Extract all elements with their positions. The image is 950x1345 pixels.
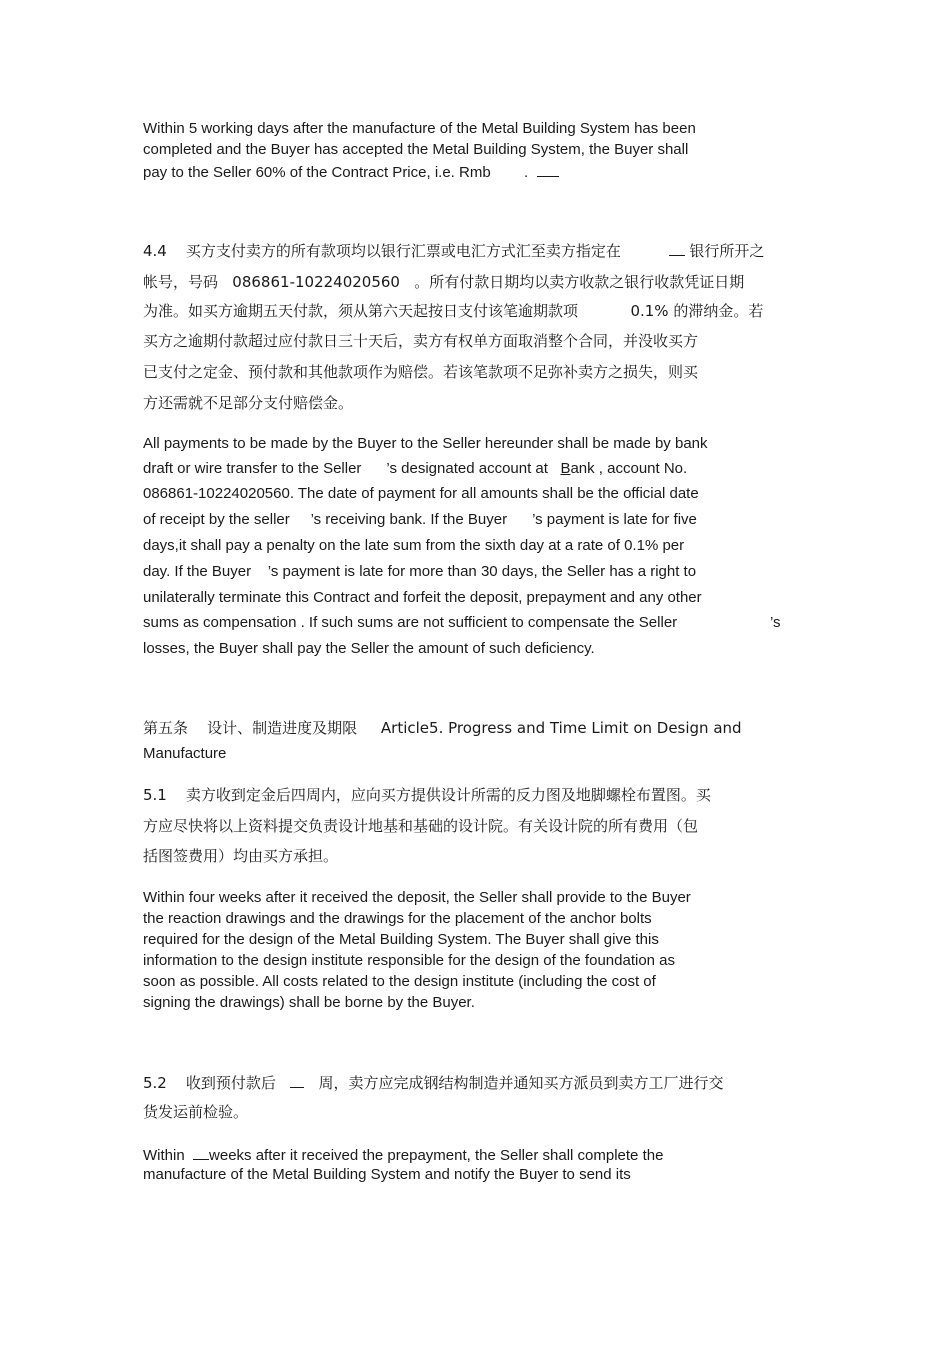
text-line — [143, 460, 687, 478]
text-span: Within — [143, 1147, 194, 1164]
text-span: pay to the Seller 60% of the Contract Price, i.e. Rmb . — [143, 164, 537, 181]
section-heading: 第五条 设计、制造进度及期限 Article5. Progress and Time Limit on Design and — [143, 719, 742, 737]
text-line: the reaction drawings and the drawings for the placement of the anchor bolts — [143, 910, 652, 927]
text-line: completed and the Buyer has accepted the Metal Building System, the Buyer shall — [143, 141, 689, 158]
blank-field — [193, 1145, 209, 1160]
text-line: 为准。如买方逾期五天付款，须从第六天起按日支付该笔逾期款项 0.1% 的滞纳金。若 — [143, 302, 764, 320]
text-span: B — [560, 460, 571, 477]
section-heading: Manufacture — [143, 745, 227, 762]
text-line: 方还需就不足部分支付赔偿金。 — [143, 394, 354, 412]
text-line: soon as possible. All costs related to the design institute (including the cost of — [143, 973, 656, 990]
text-span: ank , account No. — [570, 460, 688, 477]
text-line: signing the drawings) shall be borne by the Buyer. — [143, 994, 475, 1011]
text-line: information to the design institute responsible for the design of the foundation as — [143, 952, 676, 969]
text-line: 括图签费用）均由买方承担。 — [143, 847, 339, 865]
text-line: sums as compensation . If such sums are not sufficient to compensate the Seller — [143, 614, 678, 631]
text-line: 帐号，号码 086861-10224020560 。所有付款日期均以卖方收款之银行收款凭证日期 — [143, 273, 745, 291]
text-line: required for the design of the Metal Building System. The Buyer shall give this — [143, 931, 659, 948]
text-line: Within 5 working days after the manufacture of the Metal Building System has been — [143, 120, 696, 137]
blank-field — [290, 1073, 304, 1088]
text-line: 买方之逾期付款超过应付款日三十天后，卖方有权单方面取消整个合同，并没收买方 — [143, 332, 699, 350]
text-line: unilaterally terminate this Contract and forfeit the deposit, prepayment and any other — [143, 589, 702, 606]
text-span: 银行所开之 — [684, 242, 765, 260]
text-span: 周，卖方应完成钢结构制造并通知买方派员到卖方工厂进行交 — [304, 1074, 724, 1092]
text-line — [143, 162, 559, 182]
text-span: 4.4 买方支付卖方的所有款项均以银行汇票或电汇方式汇至卖方指定在 — [143, 242, 669, 260]
text-line: of receipt by the seller ’s receiving bank. If the Buyer ’s payment is late for five — [143, 511, 697, 528]
text-line: losses, the Buyer shall pay the Seller the amount of such deficiency. — [143, 640, 595, 657]
text-line — [143, 1073, 724, 1092]
text-line: 方应尽快将以上资料提交负责设计地基和基础的设计院。有关设计院的所有费用（包 — [143, 817, 699, 835]
text-line: day. If the Buyer ’s payment is late for more than 30 days, the Seller has a right to — [143, 563, 697, 580]
text-span: 5.2 收到预付款后 — [143, 1074, 291, 1092]
text-line: manufacture of the Metal Building System and notify the Buyer to send its — [143, 1166, 631, 1183]
text-span: weeks after it received the prepayment, the Seller shall complete the — [209, 1147, 664, 1164]
text-line: days,it shall pay a penalty on the late sum from the sixth day at a rate of 0.1% per — [143, 537, 685, 554]
blank-field — [669, 241, 685, 256]
text-line: 086861-10224020560. The date of payment for all amounts shall be the official date — [143, 485, 699, 502]
text-span: draft or wire transfer to the Seller ’s designated account at — [143, 460, 561, 477]
text-line: All payments to be made by the Buyer to the Seller hereunder shall be made by bank — [143, 435, 708, 452]
blank-field — [537, 162, 559, 177]
text-line — [143, 1145, 663, 1165]
text-line: 已支付之定金、预付款和其他款项作为赔偿。若该笔款项不足弥补卖方之损失，则买 — [143, 363, 699, 381]
text-line — [143, 241, 764, 260]
text-line: 5.1 卖方收到定金后四周内，应向买方提供设计所需的反力图及地脚螺栓布置图。买 — [143, 786, 711, 804]
text-line: 货发运前检验。 — [143, 1103, 249, 1121]
text-line: ’s — [770, 614, 781, 631]
text-line: Within four weeks after it received the deposit, the Seller shall provide to the Buyer — [143, 889, 691, 906]
